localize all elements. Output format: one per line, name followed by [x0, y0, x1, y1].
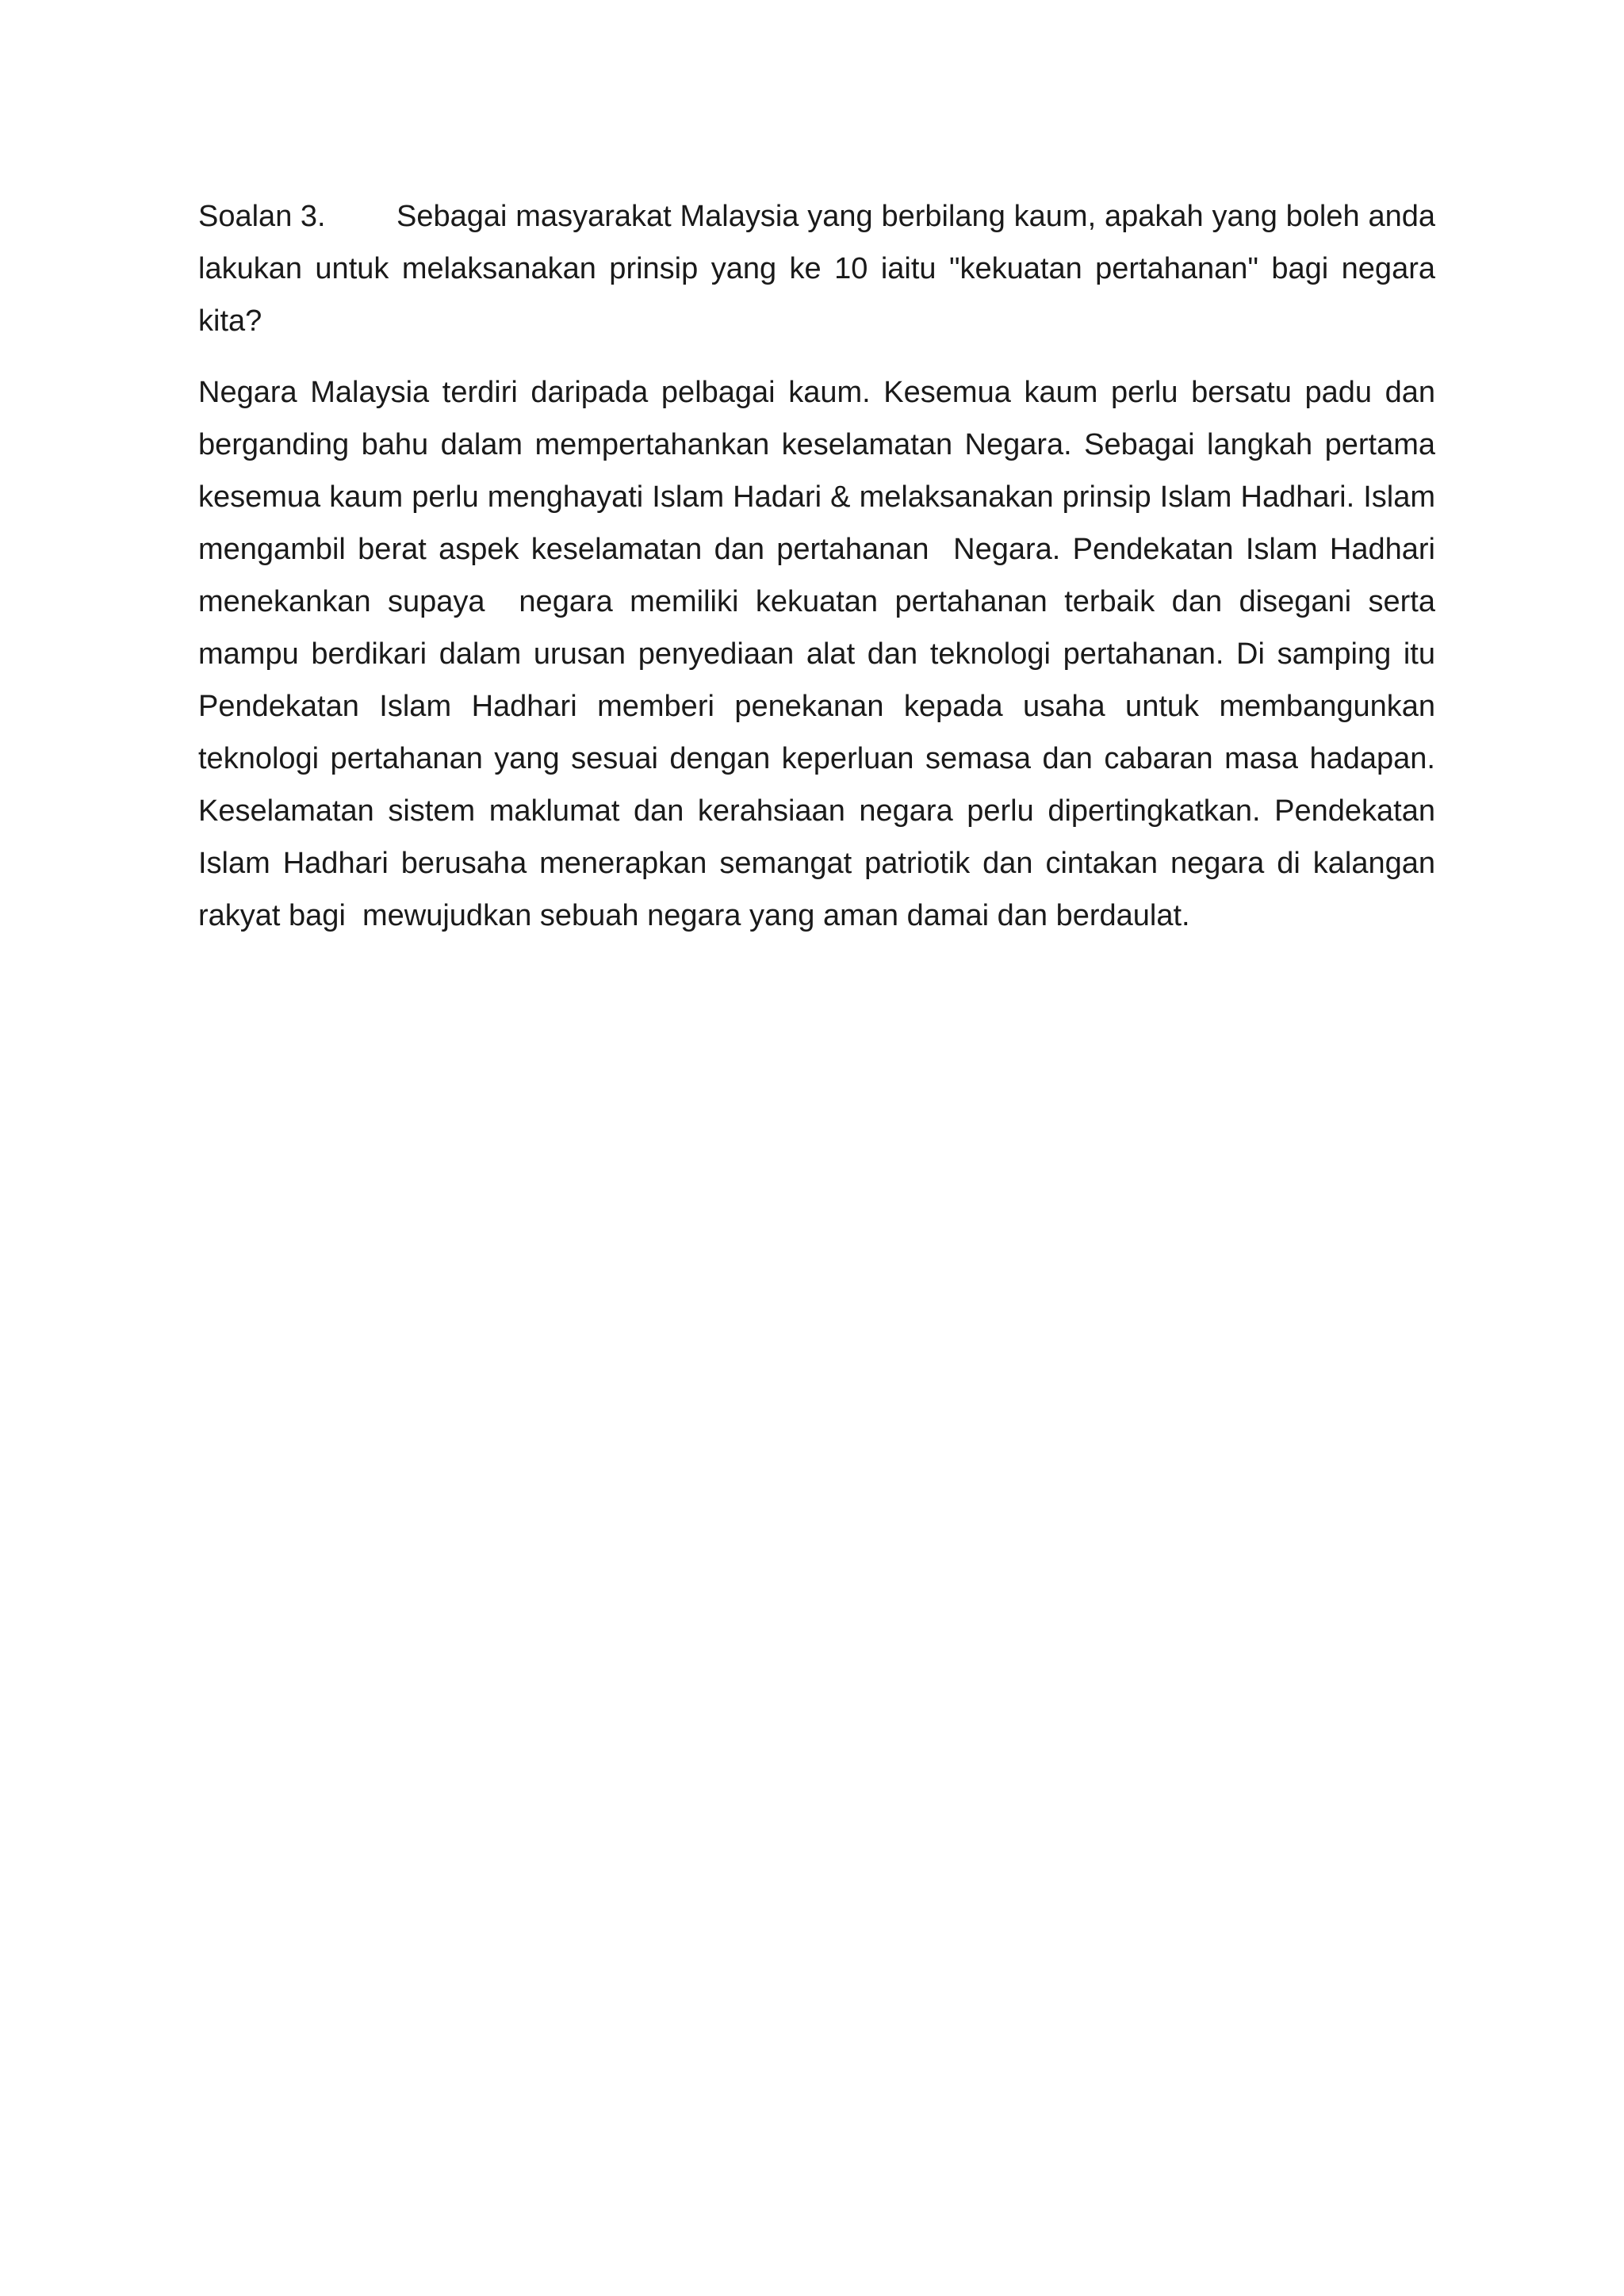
question-text: Sebagai masyarakat Malaysia yang berbilang kaum, apakah yang boleh anda lakukan untuk melaksanakan prinsip yang ke 10 iaitu "kekuatan pertahanan" bagi negara kita?: [198, 200, 1435, 338]
question-paragraph: [198, 190, 1435, 347]
answer-paragraph: Negara Malaysia terdiri daripada pelbagai kaum. Kesemua kaum perlu bersatu padu dan berganding bahu dalam mempertahankan keselamatan Negara. Sebagai langkah pertama kesemua kaum perlu menghayati Islam Hadari & melaksanakan prinsip Islam Hadhari. Islam mengambil berat aspek keselamatan dan pertahanan Negara. Pendekatan Islam Hadhari menekankan supaya negara memiliki kekuatan pertahanan terbaik dan disegani serta mampu berdikari dalam urusan penyediaan alat dan teknologi pertahanan. Di samping itu Pendekatan Islam Hadhari memberi penekanan kepada usaha untuk membangunkan teknologi pertahanan yang sesuai dengan keperluan semasa dan cabaran masa hadapan. Keselamatan sistem maklumat dan kerahsiaan negara perlu dipertingkatkan. Pendekatan Islam Hadhari berusaha menerapkan semangat patriotik dan cintakan negara di kalangan rakyat bagi mewujudkan sebuah negara yang aman damai dan berdaulat.: [198, 376, 1444, 932]
question-number: Soalan 3.: [198, 200, 326, 233]
document-body: [198, 190, 1444, 942]
